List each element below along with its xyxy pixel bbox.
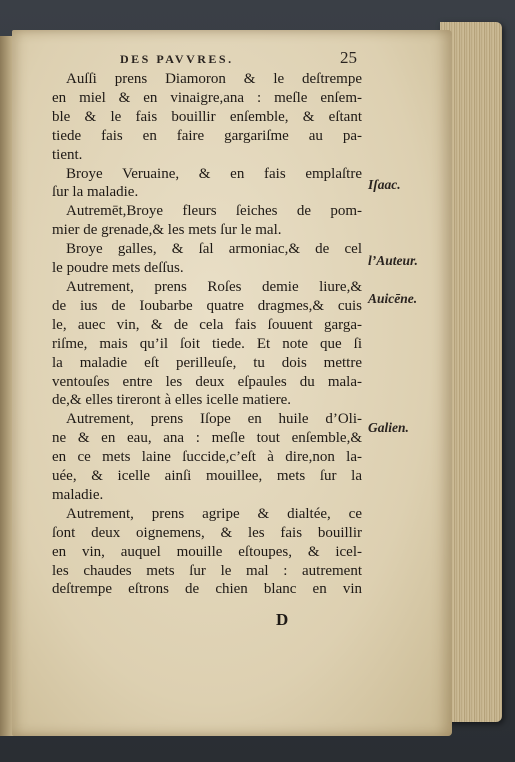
text-line: en miel & en vinaigre,ana : meſle enſem- (52, 89, 362, 106)
text-line: les chaudes mets ſur le mal : autrement (52, 562, 362, 579)
text-line: ventouſes entre les deux eſpaules du mala- (52, 373, 362, 390)
text-line: en ce mets laine ſuccide,c’eſt à dire,non la- (52, 449, 362, 466)
text-line: Broye Veruaine, & en fais emplaſtre (66, 165, 362, 182)
page-number: 25 (340, 48, 357, 67)
text-line: tient. (52, 146, 83, 163)
text-line: en vin, auquel mouille eſtoupes, & icel- (52, 543, 362, 560)
text-line: mier de grenade,& les mets ſur le mal. (52, 222, 282, 239)
text-line: ſont deux oignemens, & les fais bouillir (52, 524, 362, 541)
text-line: Autrement, prens agripe & dialtée, ce (66, 505, 362, 522)
margin-note-auteur: l’Auteur. (368, 253, 418, 268)
text-line: uée, & icelle ainſi mouillee, mets ſur la (52, 468, 362, 485)
text-line: maladie. (52, 486, 104, 503)
body-text (52, 70, 362, 599)
margin-note-galien: Galien. (368, 420, 409, 435)
margin-note-auicene: Auicēne. (368, 291, 418, 306)
margin-note-isaac: Iſaac. (368, 177, 401, 192)
text-line: ble & le fais bouillir enſemble, & eſtant (52, 108, 362, 125)
text-line: de,& elles tireront à elles icelle matiere. (52, 392, 292, 409)
text-line: Broye galles, & ſal armoniac,& de cel (66, 241, 362, 258)
text-line: Autrement, prens Iſope en huile d’Oli- (66, 411, 362, 428)
running-title: DES PAVVRES. (120, 52, 234, 66)
signature-mark: D (276, 610, 289, 629)
text-line: ne & en eau, ana : meſle tout enſemble,& (52, 430, 362, 447)
text-line: Auſſi prens Diamoron & le deſtrempe (66, 71, 362, 87)
text-line: de ius de Ioubarbe quatre dragmes,& cuis (52, 297, 362, 314)
text-line: la maladie eſt perilleuſe, tu dois mettre (52, 354, 362, 371)
text-line: riſme, mais qu’il ſoit tiede. Et note que ſi (52, 335, 362, 352)
text-line: tiede fais en faire gargariſme au pa- (52, 127, 362, 144)
text-line: deſtrempe eſtrons de chien blanc en vin (52, 581, 362, 598)
text-line: ſur la maladie. (52, 184, 139, 201)
text-line: le poudre mets deſſus. (52, 260, 184, 277)
text-line: Autrement, prens Roſes demie liure,& (66, 278, 362, 295)
text-line: Autremēt,Broye fleurs ſeiches de pom- (66, 203, 362, 220)
text-line: le, auec vin, & de cela fais ſouuent garga- (52, 316, 362, 333)
